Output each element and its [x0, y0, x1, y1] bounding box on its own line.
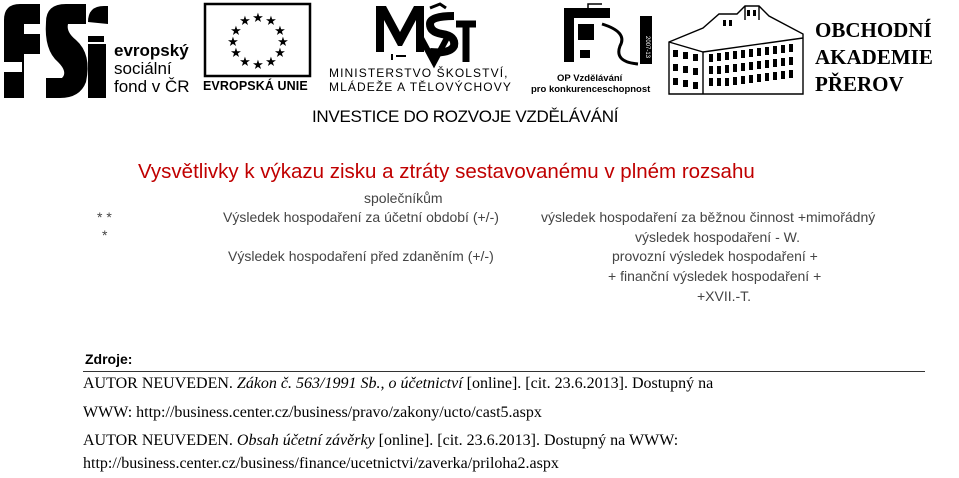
- row1-left: Výsledek hospodaření za účetní období (+/-): [223, 209, 499, 225]
- svg-text:★: ★: [265, 13, 277, 28]
- stars-double: * *: [97, 209, 112, 225]
- svg-text:★: ★: [277, 34, 289, 49]
- reference-1-url: WWW: http://business.center.cz/business/pravo/zakony/ucto/cast5.aspx: [83, 404, 542, 421]
- page-title: Vysvětlivky k výkazu zisku a ztráty sestavovanému v plném rozsahu: [138, 160, 755, 183]
- sources-heading: Zdroje:: [85, 351, 133, 367]
- row5-right: +XVII.-T.: [697, 288, 752, 304]
- svg-text:★: ★: [252, 10, 264, 25]
- row1-right: výsledek hospodaření za běžnou činnost +mimořádný: [541, 209, 876, 225]
- school-building-image: [663, 2, 809, 97]
- row3-right: provozní výsledek hospodaření +: [612, 248, 818, 264]
- school-name: OBCHODNÍ AKADEMIE PŘEROV: [815, 18, 933, 96]
- op-logo-text: OP Vzdělávání pro konkurenceschopnost: [531, 73, 651, 95]
- svg-text:★: ★: [230, 45, 242, 60]
- reference-2-url: http://business.center.cz/business/finance/ucetnictvi/zaverka/priloha2.aspx: [83, 455, 559, 472]
- svg-text:2007-13: 2007-13: [644, 36, 650, 59]
- row3-left: Výsledek hospodaření před zdaněním (+/-): [228, 248, 494, 264]
- row2-right: výsledek hospodaření - W.: [635, 229, 800, 245]
- svg-text:★: ★: [274, 23, 286, 38]
- svg-text:★: ★: [239, 13, 251, 28]
- esf-logo-text: evropský sociální fond v ČR: [114, 41, 190, 96]
- stars-single: *: [102, 227, 108, 243]
- svg-text:★: ★: [252, 57, 264, 72]
- row4-right: + finanční výsledek hospodaření +: [608, 268, 822, 284]
- reference-2: AUTOR NEUVEDEN. Obsah účetní závěrky [online]. [cit. 23.6.2013]. Dostupný na WWW:: [83, 432, 679, 449]
- svg-text:★: ★: [239, 54, 251, 69]
- text-spolecnikum: společníkům: [364, 190, 443, 206]
- tagline: INVESTICE DO ROZVOJE VZDĚLÁVÁNÍ: [312, 107, 619, 126]
- svg-text:★: ★: [265, 54, 277, 69]
- svg-text:★: ★: [227, 34, 239, 49]
- svg-text:★: ★: [274, 45, 286, 60]
- divider: [83, 371, 925, 372]
- reference-1: AUTOR NEUVEDEN. Zákon č. 563/1991 Sb., o účetnictví [online]. [cit. 23.6.2013]. Dostupný na: [83, 375, 714, 392]
- svg-text:★: ★: [230, 23, 242, 38]
- eu-label: EVROPSKÁ UNIE: [203, 79, 308, 93]
- msmt-logo-text: MINISTERSTVO ŠKOLSTVÍ, MLÁDEŽE A TĚLOVÝCHOVY: [329, 66, 512, 94]
